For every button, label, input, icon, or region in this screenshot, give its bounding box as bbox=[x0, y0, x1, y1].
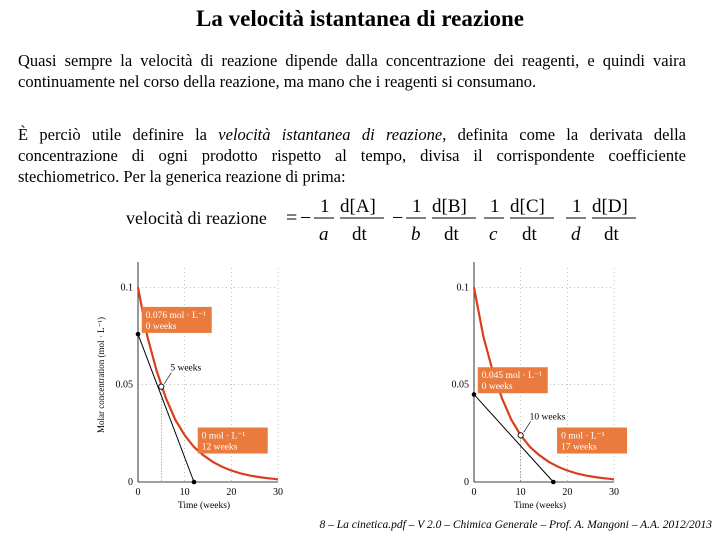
formula-derivative-denominator: dt bbox=[522, 224, 537, 245]
x-tick-label: 30 bbox=[609, 487, 619, 498]
x-tick-label: 20 bbox=[226, 487, 237, 498]
upper-info-box-time: 0 weeks bbox=[481, 382, 513, 393]
footer-credits: 8 – La cinetica.pdf – V 2.0 – Chimica Generale – Prof. A. Mangoni – A.A. 2012/2013 bbox=[319, 519, 712, 531]
formula-coef-denominator: b bbox=[411, 224, 421, 245]
point-label-leader bbox=[524, 421, 531, 432]
y-tick-label: 0.05 bbox=[115, 379, 133, 391]
y-tick-label: 0.1 bbox=[120, 282, 133, 294]
x-axis-label: Time (weeks) bbox=[177, 501, 231, 511]
formula-minus-sign: − bbox=[300, 207, 312, 229]
x-tick-label: 20 bbox=[562, 487, 573, 498]
formula-coef-denominator: a bbox=[319, 224, 329, 245]
formula-terms bbox=[300, 196, 636, 245]
y-axis-label: Molar concentration (mol · L⁻¹) bbox=[96, 317, 106, 433]
tangent-end-dot bbox=[551, 480, 556, 485]
point-label: 10 weeks bbox=[529, 412, 566, 423]
formula-derivative-numerator: d[B] bbox=[432, 196, 467, 217]
definition-term: velocità istantanea di reazione bbox=[218, 125, 443, 144]
paragraph-intro: Quasi sempre la velocità di reazione dipende dalla concentrazione dei reagenti, e quindi vaira continuamente nel corso della reazione, ma mano che i reagenti si consumano. bbox=[18, 51, 686, 91]
lower-info-box-time: 12 weeks bbox=[201, 442, 238, 453]
x-tick-label: 0 bbox=[471, 487, 477, 498]
tangent-line bbox=[474, 394, 553, 482]
upper-info-box-value: 0.045 mol · L⁻¹ bbox=[481, 371, 542, 382]
point-label-leader bbox=[164, 373, 171, 384]
formula-coef-numerator: 1 bbox=[490, 196, 500, 217]
paragraph-definition bbox=[18, 124, 686, 187]
lower-info-box-value: 0 mol · L⁻¹ bbox=[201, 431, 246, 442]
tangent-line bbox=[138, 334, 194, 482]
tangent-point-marker bbox=[159, 384, 164, 389]
upper-info-box-value: 0.076 mol · L⁻¹ bbox=[145, 310, 206, 321]
x-tick-label: 0 bbox=[135, 487, 141, 498]
x-tick-label: 30 bbox=[273, 487, 283, 498]
x-tick-label: 10 bbox=[515, 487, 526, 498]
tangent-point-marker bbox=[518, 433, 523, 438]
formula-derivative-denominator: dt bbox=[352, 224, 367, 245]
formula-coef-numerator: 1 bbox=[320, 196, 330, 217]
slide-title: La velocità istantanea di reazione bbox=[196, 6, 524, 31]
point-label: 5 weeks bbox=[170, 363, 202, 374]
y-tick-label: 0.05 bbox=[451, 379, 469, 391]
formula-derivative-numerator: d[C] bbox=[510, 196, 545, 217]
formula-coef-numerator: 1 bbox=[572, 196, 582, 217]
rate-formula bbox=[120, 190, 640, 248]
lower-info-box-time: 17 weeks bbox=[561, 442, 597, 453]
tangent-start-dot bbox=[472, 392, 477, 397]
formula-coef-numerator: 1 bbox=[412, 196, 422, 217]
formula-derivative-denominator: dt bbox=[604, 224, 619, 245]
tangent-end-dot bbox=[192, 480, 197, 485]
x-tick-label: 10 bbox=[179, 487, 190, 498]
formula-derivative-numerator: d[A] bbox=[340, 196, 376, 217]
concentration-chart-5-weeks bbox=[92, 252, 292, 514]
x-axis-label: Time (weeks) bbox=[513, 501, 567, 511]
formula-coef-denominator: c bbox=[489, 224, 498, 245]
definition-text-start: È perciò utile definire la bbox=[18, 125, 219, 144]
upper-info-box-time: 0 weeks bbox=[145, 321, 177, 332]
y-tick-label: 0 bbox=[128, 477, 133, 488]
formula-equals: = bbox=[286, 207, 298, 229]
formula-derivative-denominator: dt bbox=[444, 224, 459, 245]
formula-coef-denominator: d bbox=[571, 224, 581, 245]
formula-lhs: velocità di reazione bbox=[126, 208, 267, 228]
definition-text-end: , definita come la derivata della concentrazione di ogni prodotto rispetto al tempo, divisa il corrispondente coefficiente stechiometrico. Per la generica reazione di prima: bbox=[18, 125, 686, 186]
formula-minus-sign: − bbox=[392, 207, 404, 229]
lower-info-box-value: 0 mol · L⁻¹ bbox=[561, 431, 605, 442]
y-tick-label: 0 bbox=[464, 477, 469, 488]
y-tick-label: 0.1 bbox=[456, 282, 469, 294]
concentration-chart-10-weeks bbox=[428, 252, 628, 514]
tangent-start-dot bbox=[136, 332, 141, 337]
formula-derivative-numerator: d[D] bbox=[592, 196, 628, 217]
